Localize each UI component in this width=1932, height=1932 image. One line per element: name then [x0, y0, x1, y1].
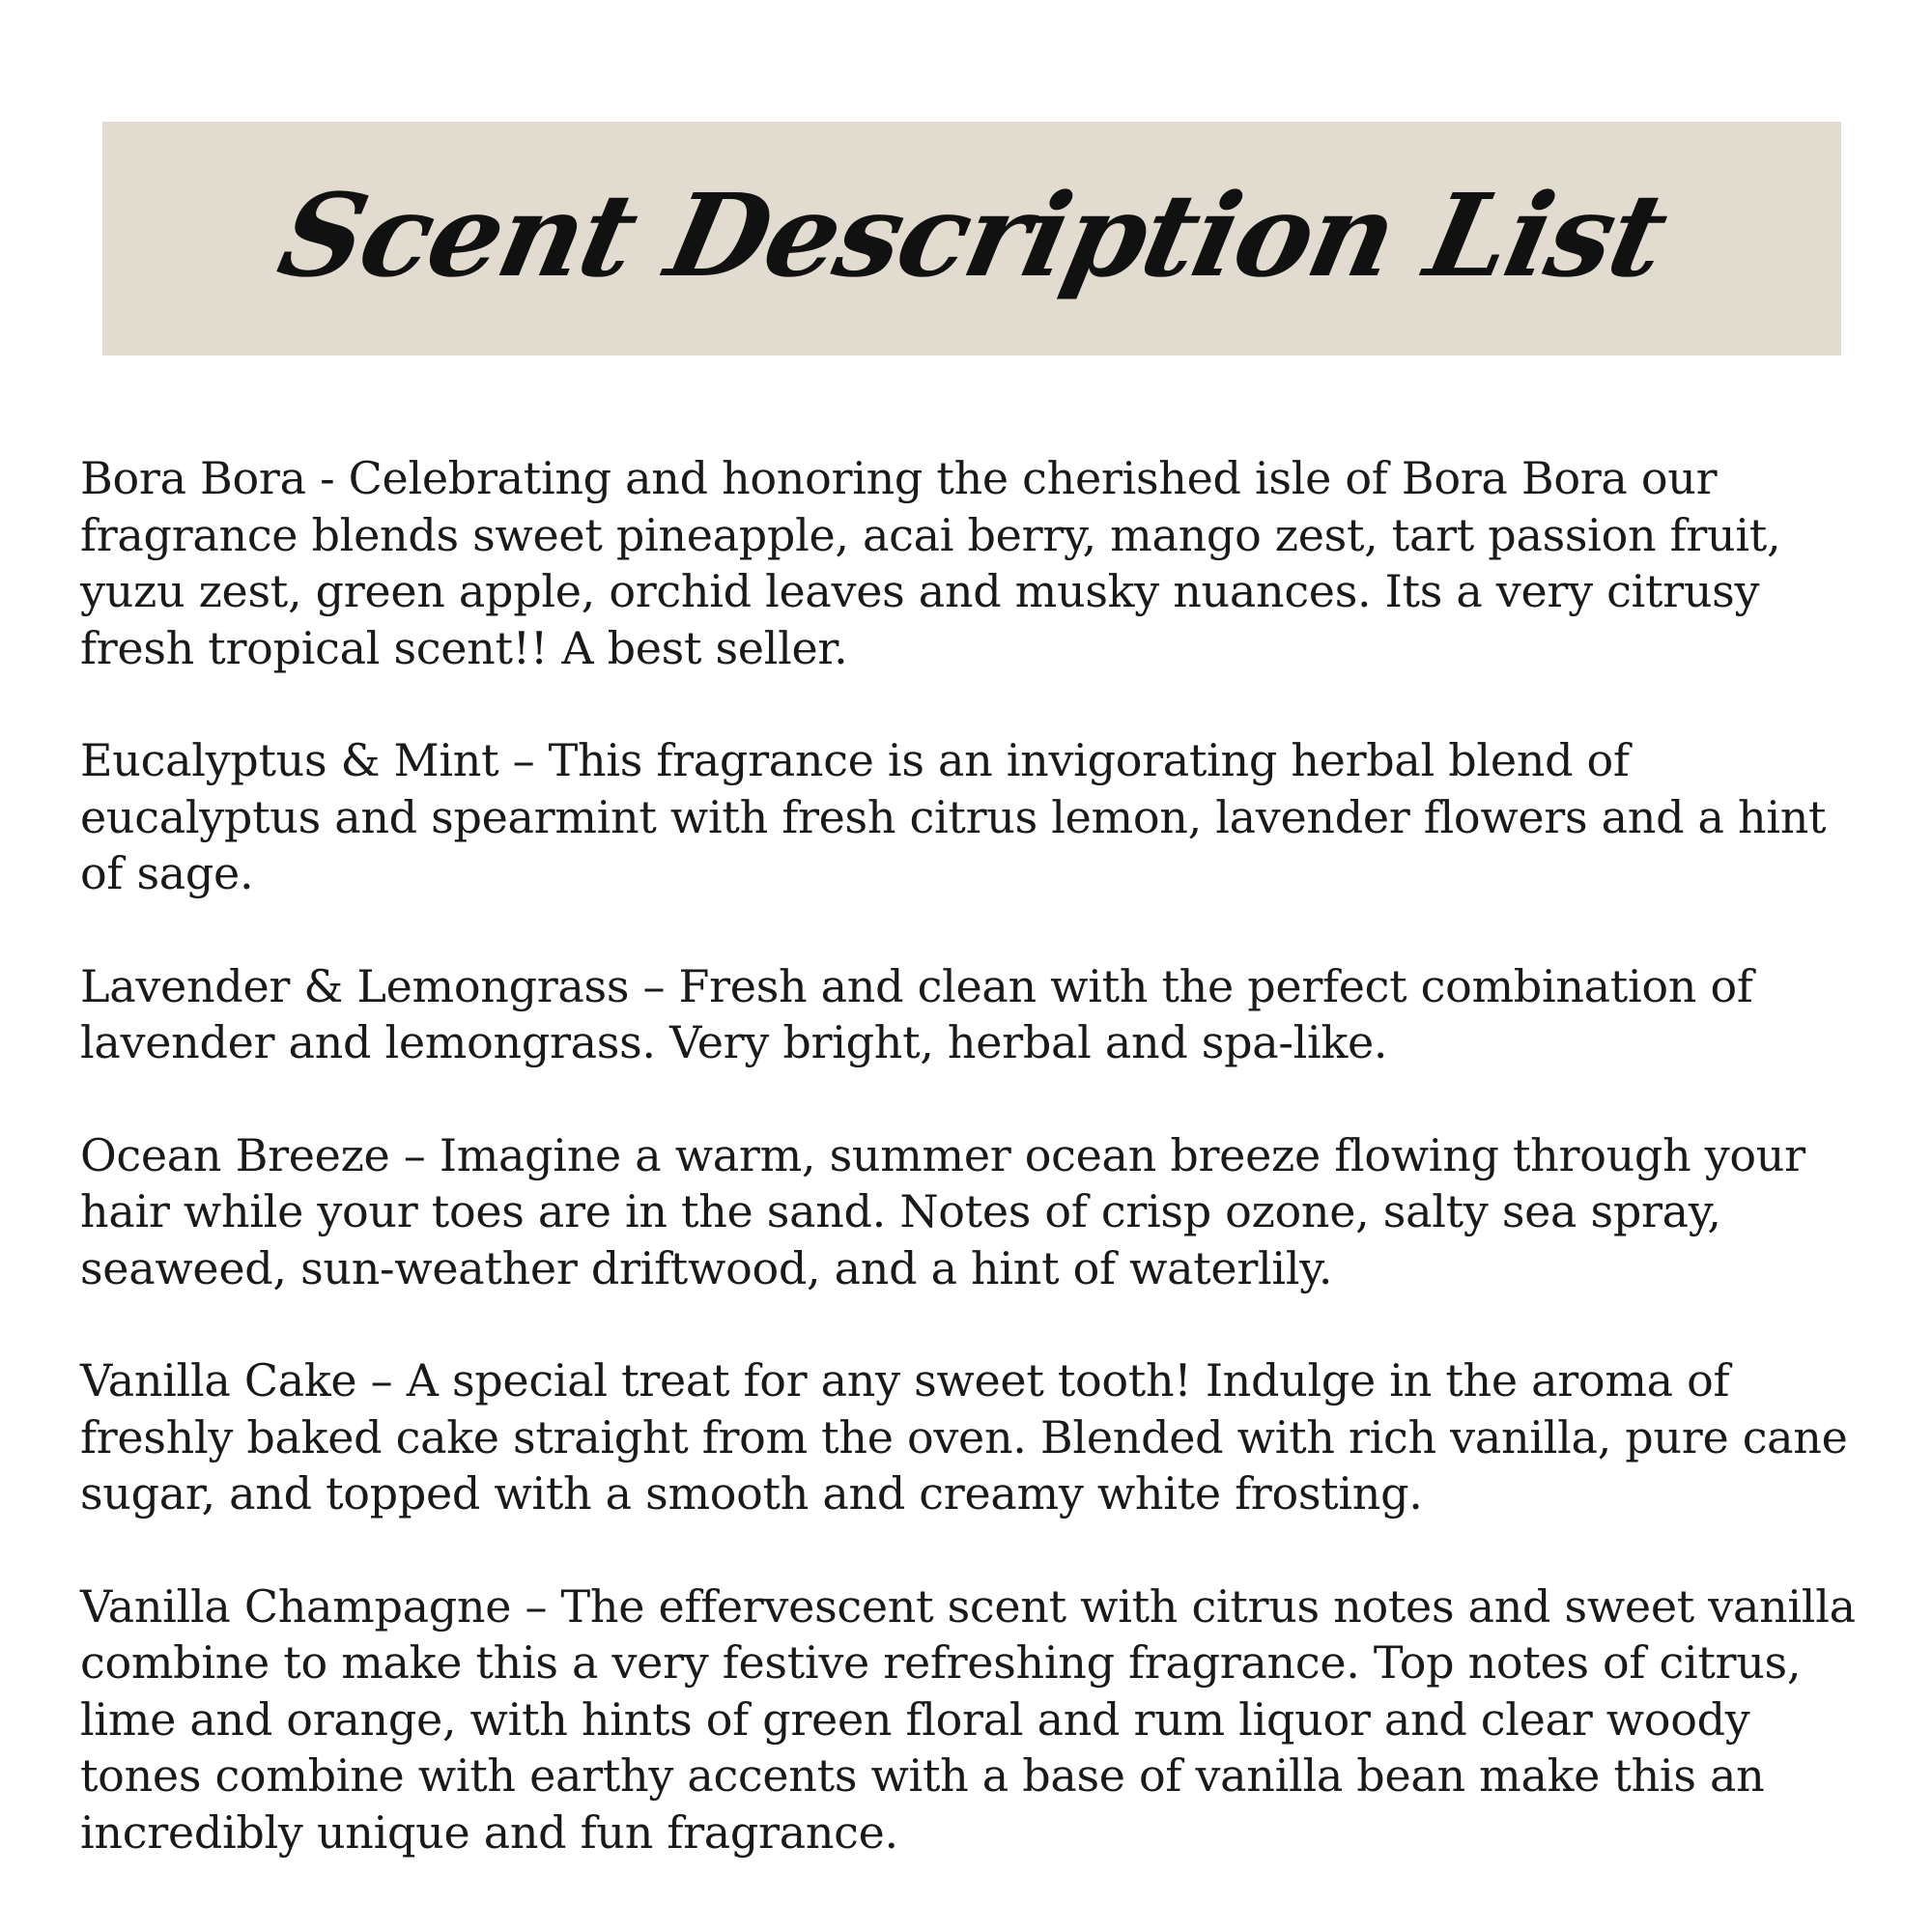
scent-separator: – — [629, 959, 679, 1012]
scent-name: Lavender & Lemongrass — [80, 959, 630, 1012]
scent-item-eucalyptus-mint — [80, 732, 1877, 902]
scent-description: This fragrance is an invigorating herbal blend of eucalyptus and spearmint with fresh citrus lemon, lavender flowers and a hint of sage. — [80, 734, 1827, 899]
scent-item-vanilla-champagne — [80, 1578, 1877, 1861]
scent-item-lavender-lemongrass — [80, 958, 1877, 1071]
scent-item-vanilla-cake — [80, 1352, 1877, 1522]
scent-separator: - — [305, 452, 349, 504]
scent-separator: – — [389, 1128, 440, 1181]
scent-name: Vanilla Cake — [80, 1354, 357, 1406]
scent-name: Vanilla Champagne — [80, 1579, 512, 1633]
scent-list — [80, 450, 1877, 1917]
scent-separator: – — [498, 734, 549, 786]
header-banner — [102, 122, 1841, 355]
page-title: Scent Description List — [268, 168, 1677, 302]
scent-description: A special treat for any sweet tooth! Indulge in the aroma of freshly baked cake straight from the oven. Blended with rich vanilla, pure cane sugar, and topped with a smooth and creamy white frosting. — [80, 1354, 1848, 1520]
scent-description: Celebrating and honoring the cherished isle of Bora Bora our fragrance blends sweet pineapple, acai berry, mango zest, tart passion fruit, yuzu zest, green apple, orchid leaves and musky nuances. Its a very citrusy fresh tropical scent!! A best seller. — [80, 452, 1781, 674]
scent-name: Bora Bora — [80, 452, 306, 504]
scent-name: Ocean Breeze — [80, 1128, 390, 1181]
scent-description: The effervescent scent with citrus notes and sweet vanilla combine to make this a very festive refreshing fragrance. Top notes of citrus, lime and orange, with hints of green floral and rum liquor and clear woody tones combine with earthy accents with a base of vanilla bean make this an incredibly unique and fun fragrance. — [80, 1579, 1856, 1859]
scent-item-bora-bora — [80, 450, 1877, 676]
scent-separator: – — [511, 1579, 561, 1633]
scent-separator: – — [356, 1354, 407, 1406]
scent-name: Eucalyptus & Mint — [80, 734, 499, 786]
scent-description: Fresh and clean with the perfect combination of lavender and lemongrass. Very bright, herbal and spa-like. — [80, 959, 1753, 1068]
scent-description: Imagine a warm, summer ocean breeze flowing through your hair while your toes are in the sand. Notes of crisp ozone, salty sea spray, seaweed, sun-weather driftwood, and a hint of waterlily. — [80, 1128, 1805, 1294]
scent-item-ocean-breeze — [80, 1127, 1877, 1297]
